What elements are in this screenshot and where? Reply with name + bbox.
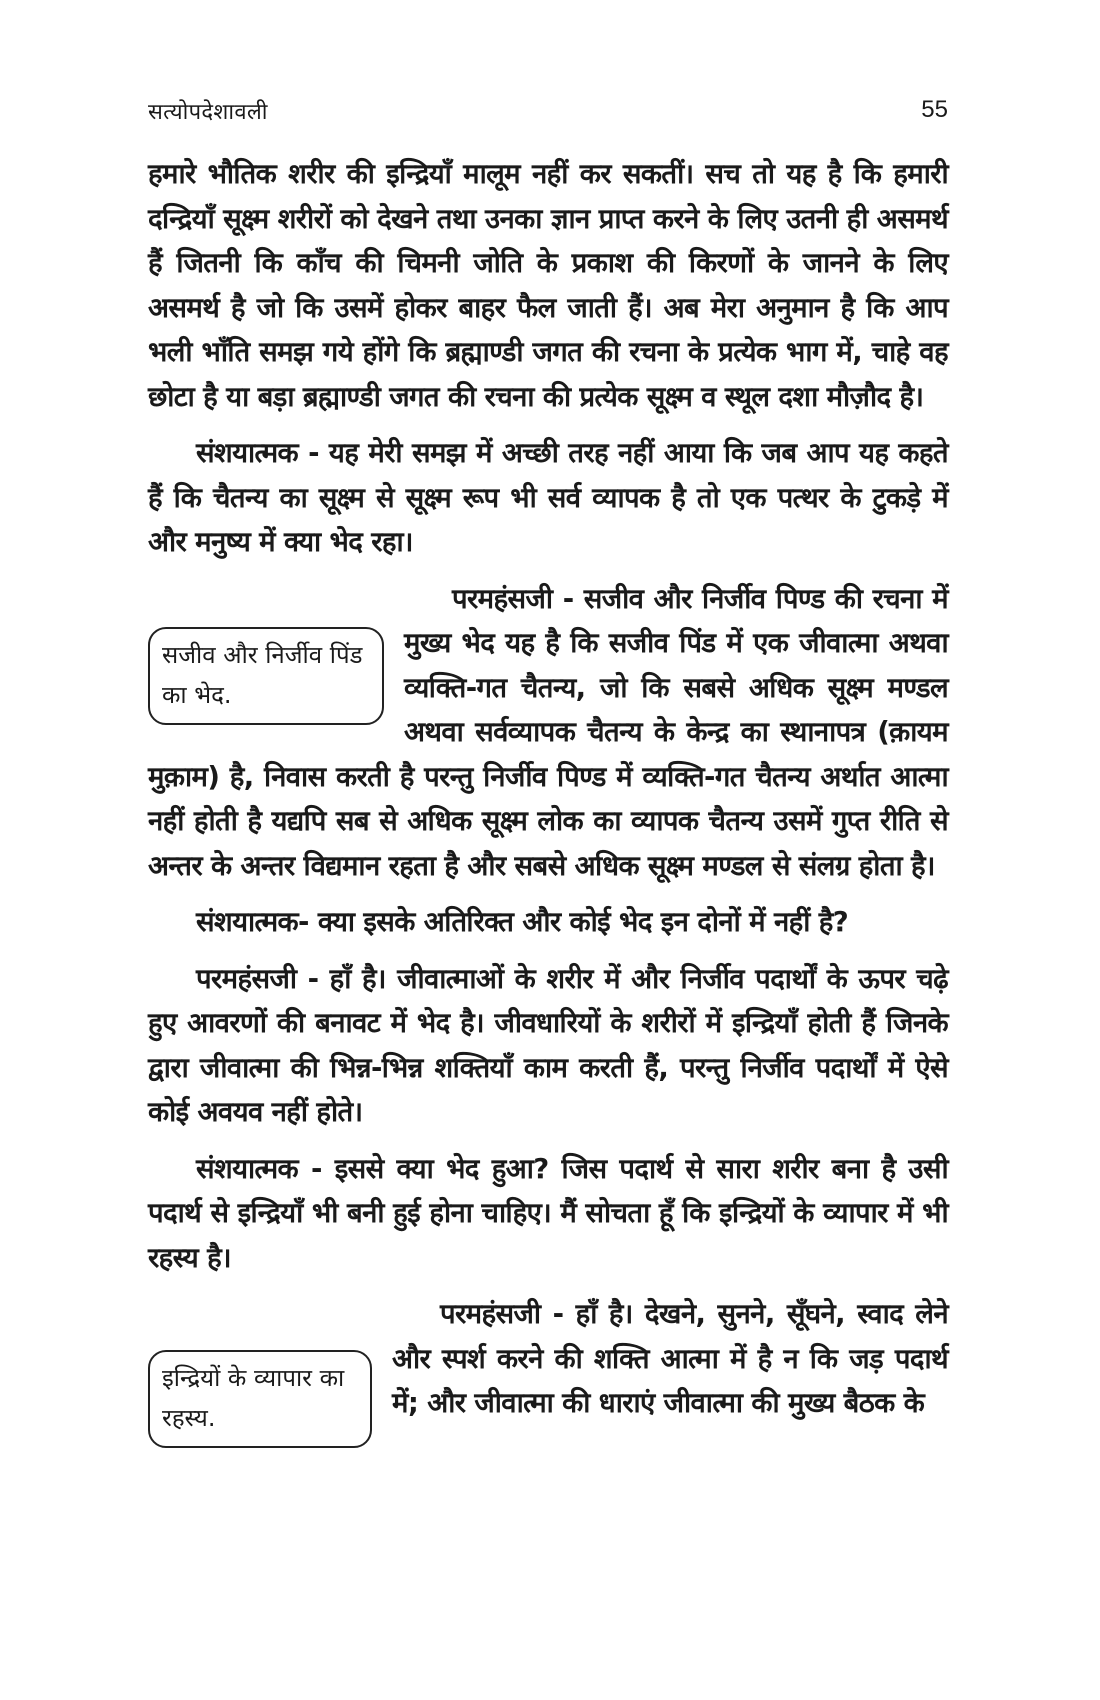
book-page xyxy=(148,92,948,1456)
paragraph-2: संशयात्मक - यह मेरी समझ में अच्छी तरह नहीं आया कि जब आप यह कहते हैं कि चैतन्य का सूक्ष्म से सूक्ष्म रूप भी सर्व व्यापक है तो एक पत्थर के टुकड़े में और मनुष्य में क्या भेद रहा। xyxy=(148,437,948,558)
paragraph-block-7 xyxy=(148,1292,948,1456)
paragraph-4: संशयात्मक- क्या इसके अतिरिक्त और कोई भेद इन दोनों में नहीं है? xyxy=(196,906,849,938)
page-number: 55 xyxy=(921,96,948,123)
paragraph-5: परमहंसजी - हाँ है। जीवात्माओं के शरीर में और निर्जीव पदार्थों के ऊपर चढ़े हुए आवरणों की बनावट में भेद है। जीवधारियों के शरीरों में इन्द्रियाँ होती हैं जिनके द्वारा जीवात्मा की भिन्न-भिन्न शक्तियाँ काम करती हैं, परन्तु निर्जीव पदार्थों में ऐसे कोई अवयव नहीं होते। xyxy=(148,962,948,1128)
running-header xyxy=(148,92,948,136)
margin-note-sajeev-nirjeev: सजीव और निर्जीव पिंड का भेद. xyxy=(148,627,384,725)
running-title: सत्योपदेशावली xyxy=(148,100,268,125)
paragraph-6: संशयात्मक - इससे क्या भेद हुआ? जिस पदार्थ से सारा शरीर बना है उसी पदार्थ से इन्द्रियाँ भी बनी हुई होना चाहिए। मैं सोचता हूँ कि इन्द्रियों के व्यापार में भी रहस्य है। xyxy=(148,1152,948,1274)
margin-note-indriyon-ka-vyapar: इन्द्रियों के व्यापार का रहस्य. xyxy=(148,1350,372,1448)
paragraph-block-3 xyxy=(148,577,948,901)
paragraph-7: परमहंसजी - हाँ है। देखने, सुनने, सूँघने, स्वाद लेने और स्पर्श करने की शक्ति आत्मा में है न कि जड़ पदार्थ में; और जीवात्मा की धाराएं जीवात्मा की मुख्य बैठक के xyxy=(392,1298,948,1419)
paragraph-1: हमारे भौतिक शरीर की इन्द्रियाँ मालूम नहीं कर सकतीं। सच तो यह है कि हमारी दन्द्रियाँ सूक्ष्म शरीरों को देखने तथा उनका ज्ञान प्राप्त करने के लिए उतनी ही असमर्थ हैं जितनी कि काँच की चिमनी जोति के प्रकाश की किरणों के जानने के लिए असमर्थ है जो कि उसमें होकर बाहर फैल जाती हैं। अब मेरा अनुमान है कि आप भली भाँति समझ गये होंगे कि ब्रह्माण्डी जगत की रचना के प्रत्येक भाग में, चाहे वह छोटा है या बड़ा ब्रह्माण्डी जगत की रचना की प्रत्येक सूक्ष्म व स्थूल दशा मौज़ौद है। xyxy=(148,158,948,413)
paragraph-3: परमहंसजी - सजीव और निर्जीव पिण्ड की रचना में मुख्य भेद यह है कि सजीव पिंड में एक जीवात्मा अथवा व्यक्ति-गत चैतन्य, जो कि सबसे अधिक सूक्ष्म मण्डल अथवा सर्वव्यापक चैतन्य के केन्द्र का स्थानापत्र (क़ायम मुक़ाम) है, निवास करती है परन्तु निर्जीव पिण्ड में व्यक्ति-गत चैतन्य अर्थात आत्मा नहीं होती है यद्यपि सब से अधिक सूक्ष्म लोक का व्यापक चैतन्य उसमें गुप्त रीति से अन्तर के अन्तर विद्यमान रहता है और सबसे अधिक सूक्ष्म मण्डल से संलग्र होता है। xyxy=(148,582,948,882)
